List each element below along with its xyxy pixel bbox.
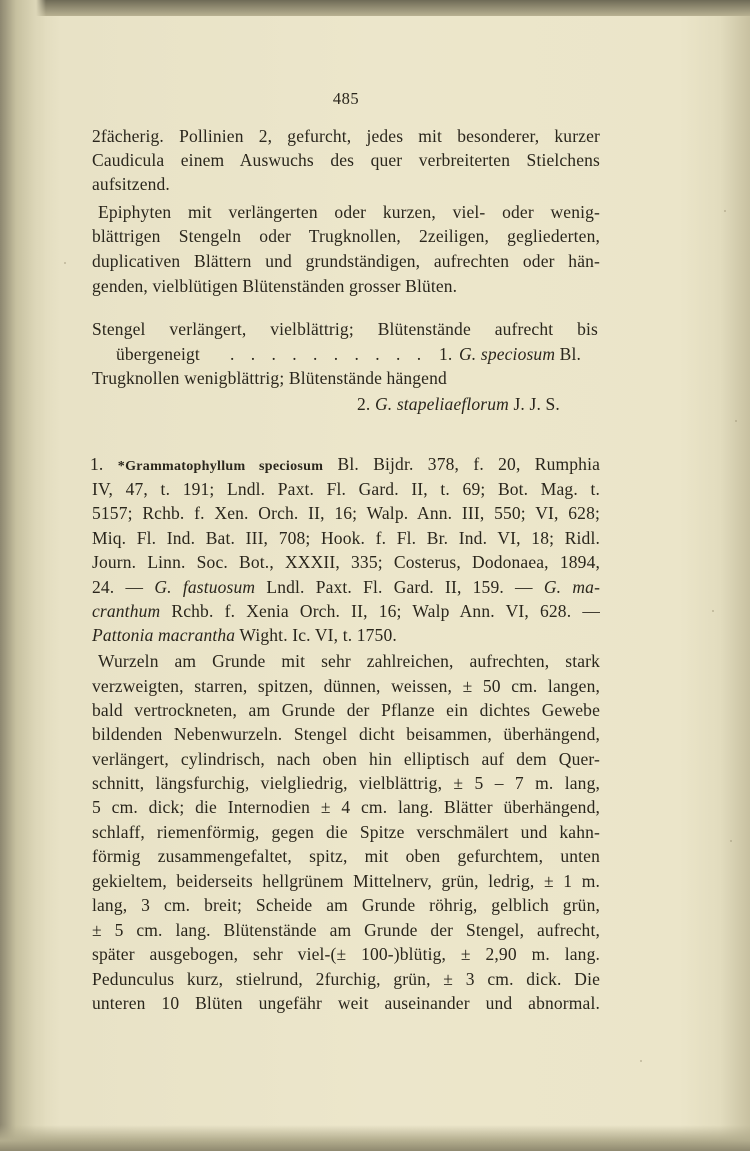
citation-text: 24. — — [92, 577, 144, 597]
description-line: bildenden Nebenwurzeln. Stengel dicht beisammen, überhängend, — [92, 724, 600, 744]
description-line: verlängert, cylindrisch, nach oben hin elliptisch auf dem Quer- — [92, 749, 600, 769]
key-line-3: Trugknollen wenigblättrig; Blütenstände hängend — [92, 368, 447, 388]
citation-line: 5157; Rchb. f. Xen. Orch. II, 16; Walp. Ann. III, 550; VI, 628; — [92, 503, 600, 523]
description-line: verzweigten, starren, spitzen, dünnen, weissen, ± 50 cm. langen, — [92, 676, 600, 696]
paper-speck — [640, 1060, 642, 1062]
key-line-4-taxon — [357, 393, 560, 415]
description-line: unteren 10 Blüten ungefähr weit auseinander und abnormal. — [92, 993, 600, 1013]
key-author: Bl. — [559, 344, 582, 364]
citation-line — [92, 600, 600, 622]
key-genus: G. — [374, 394, 393, 414]
intro-line: duplicativen Blättern und grundständigen, aufrechten oder hän- — [92, 251, 600, 271]
description-line: gekieltem, beiderseits hellgrünem Mittelnerv, grün, ledrig, ± 1 m. — [92, 871, 600, 891]
key-line-2-start: übergeneigt — [116, 344, 200, 364]
species-number: 1. — [90, 454, 104, 474]
key-line-4-number: 2. — [357, 394, 371, 414]
synonym-name: cranthum — [92, 601, 161, 621]
description-line: förmig zusammengefaltet, spitz, mit oben gefurchtem, unten — [92, 846, 600, 866]
intro-line: Caudicula einem Auswuchs des quer verbreiterten Stielchens — [92, 150, 600, 170]
citation-line: Journ. Linn. Soc. Bot., XXXII, 335; Costerus, Dodonaea, 1894, — [92, 552, 600, 572]
species-name: *Grammatophyllum speciosum — [117, 459, 324, 474]
description-line: 5 cm. dick; die Internodien ± 4 cm. lang. Blätter überhängend, — [92, 797, 600, 817]
paper-speck — [712, 610, 714, 612]
key-leader-dots: . . . . . . . . . . — [230, 344, 428, 364]
synonym-name: Pattonia macrantha — [92, 625, 236, 645]
synonym-name: G. ma- — [543, 577, 601, 597]
citation-line: IV, 47, t. 191; Lndl. Paxt. Fl. Gard. II, t. 69; Bot. Mag. t. — [92, 479, 600, 499]
species-heading — [90, 453, 600, 478]
intro-line: genden, vielblütigen Blütenständen grosser Blüten. — [92, 276, 458, 296]
key-line-1: Stengel verlängert, vielblättrig; Blütenstände aufrecht bis — [92, 319, 598, 339]
key-species: stapeliaeflorum — [396, 394, 509, 414]
citation-text: Lndl. Paxt. Fl. Gard. II, 159. — — [266, 577, 533, 597]
citation-line — [92, 576, 600, 598]
description-line: ± 5 cm. lang. Blütenstände am Grunde der Stengel, aufrecht, — [92, 920, 600, 940]
description-line: bald vertrockneten, am Grunde der Pflanze ein dichtes Gewebe — [92, 700, 600, 720]
paper-speck — [64, 262, 66, 264]
description-line: schnitt, längsfurchig, vielgliedrig, vielblättrig, ± 5 – 7 m. lang, — [92, 773, 600, 793]
description-line: später ausgebogen, sehr viel-(± 100-)blütig, ± 2,90 m. lang. — [92, 944, 600, 964]
key-author: J. J. S. — [513, 394, 560, 414]
key-line-2-taxon — [459, 343, 581, 365]
description-line: schlaff, riemenförmig, gegen die Spitze verschmälert und kahn- — [92, 822, 600, 842]
species-citation: Bl. Bijdr. 378, f. 20, Rumphia — [337, 454, 601, 474]
top-shadow — [0, 0, 750, 16]
intro-line: 2fächerig. Pollinien 2, gefurcht, jedes mit besonderer, kurzer — [92, 126, 600, 146]
left-page-edge — [0, 0, 46, 1151]
bottom-shadow — [0, 1125, 750, 1151]
paper-speck — [724, 210, 726, 212]
key-genus: G. — [459, 344, 477, 364]
description-line: Wurzeln am Grunde mit sehr zahlreichen, aufrechten, stark — [98, 651, 600, 671]
synonym-name: G. fastuosum — [154, 577, 256, 597]
intro-line: aufsitzend. — [92, 174, 170, 194]
paper-speck — [730, 840, 732, 842]
key-line-2-number: 1. — [439, 344, 453, 364]
key-species: speciosum — [480, 344, 556, 364]
paper-speck — [735, 420, 737, 422]
intro-line: blättrigen Stengeln oder Trugknollen, 2zeiligen, gegliederten, — [92, 226, 600, 246]
intro-line: Epiphyten mit verlängerten oder kurzen, viel- oder wenig- — [98, 202, 600, 222]
description-line: Pedunculus kurz, stielrund, 2furchig, grün, ± 3 cm. dick. Die — [92, 969, 600, 989]
page-number: 485 — [332, 89, 360, 108]
citation-line: Miq. Fl. Ind. Bat. III, 708; Hook. f. Fl. Br. Ind. VI, 18; Ridl. — [92, 528, 600, 548]
citation-text: Wight. Ic. VI, t. 1750. — [239, 625, 397, 645]
citation-line — [92, 624, 600, 646]
description-line: lang, 3 cm. breit; Scheide am Grunde röhrig, gelblich grün, — [92, 895, 600, 915]
citation-text: Rchb. f. Xenia Orch. II, 16; Walp Ann. VI, 628. — — [171, 601, 601, 621]
